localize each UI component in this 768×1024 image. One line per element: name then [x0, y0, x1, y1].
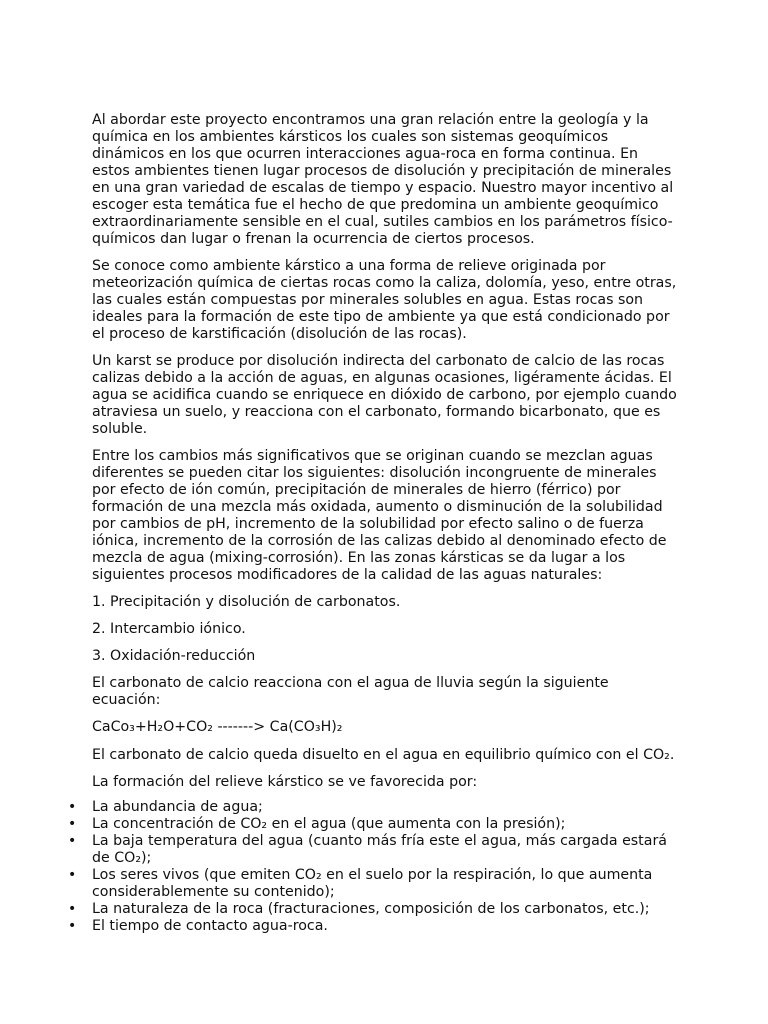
list-item: • La naturaleza de la roca (fracturaciones, composición de los carbonatos, etc.); [68, 901, 650, 917]
list-item: • La baja temperatura del agua (cuanto más fría este el agua, más cargada estará de CO₂); [68, 833, 667, 866]
bullet-icon: • [68, 918, 77, 934]
water-mixing-paragraph: Entre los cambios más significativos que se originan cuando se mezclan aguas diferentes se pueden citar los siguientes: disolución incongruente de minerales por efecto de ión común, precipitación de minerales de hierro (férrico) por formación de una mezcla más oxidada, aumento o disminución de la solubilidad por cambios de pH, incremento de la solubilidad por efecto salino o de fuerza iónica, incremento de la corrosión de las calizas debido al denominado efecto de mezcla de agua (mixing-corrosión). En las zonas kársticas se da lugar a los siguientes procesos modificadores de la calidad de las aguas naturales: [92, 448, 667, 583]
bullet-icon: • [68, 901, 77, 917]
list-item: • El tiempo de contacto agua-roca. [68, 918, 328, 934]
bullet-icon: • [68, 833, 77, 849]
document-page [68, 112, 680, 935]
numbered-item-1: 1. Precipitación y disolución de carbonatos. [92, 594, 401, 610]
list-item: • La abundancia de agua; [68, 799, 263, 815]
chemical-equation: CaCo₃+H₂O+CO₂ -------> Ca(CO₃H)₂ [92, 719, 343, 735]
list-item: • Los seres vivos (que emiten CO₂ en el suelo por la respiración, lo que aumenta considerablemente su contenido); [68, 867, 653, 900]
karst-definition-paragraph: Se conoce como ambiente kárstico a una forma de relieve originada por meteorización química de ciertas rocas como la caliza, dolomía, yeso, entre otras, las cuales están compuestas por minerales solubles en agua. Estas rocas son ideales para la formación de este tipo de ambiente ya que está condicionado por el proceso de karstificación (disolución de las rocas). [92, 258, 677, 342]
bullet-icon: • [68, 867, 77, 883]
factors-intro-paragraph: La formación del relieve kárstico se ve favorecida por: [92, 774, 478, 790]
intro-paragraph: Al abordar este proyecto encontramos una gran relación entre la geología y la química en los ambientes kársticos los cuales son sistemas geoquímicos dinámicos en los que ocurren interacciones agua-roca en forma continua. En estos ambientes tienen lugar procesos de disolución y precipitación de minerales en una gran variedad de escalas de tiempo y espacio. Nuestro mayor incentivo al escoger esta temática fue el hecho de que predomina un ambiente geoquímico extraordinariamente sensible en el cual, sutiles cambios en los parámetros físico-químicos dan lugar o frenan la ocurrencia de ciertos procesos. [92, 112, 674, 247]
numbered-item-2: 2. Intercambio iónico. [92, 621, 246, 637]
list-item: • La concentración de CO₂ en el agua (que aumenta con la presión); [68, 816, 566, 832]
factors-list [68, 799, 680, 935]
karst-formation-paragraph: Un karst se produce por disolución indirecta del carbonato de calcio de las rocas calizas debido a la acción de aguas, en algunas ocasiones, ligéramente ácidas. El agua se acidifica cuando se enriquece en dióxido de carbono, por ejemplo cuando atraviesa un suelo, y reacciona con el carbonato, formando bicarbonato, que es soluble. [92, 353, 677, 437]
bullet-icon: • [68, 799, 77, 815]
numbered-item-3: 3. Oxidación-reducción [92, 648, 256, 664]
reaction-intro-paragraph: El carbonato de calcio reacciona con el agua de lluvia según la siguiente ecuación: [92, 675, 609, 708]
bullet-icon: • [68, 816, 77, 832]
equilibrium-paragraph: El carbonato de calcio queda disuelto en el agua en equilibrio químico con el CO₂. [92, 747, 675, 763]
